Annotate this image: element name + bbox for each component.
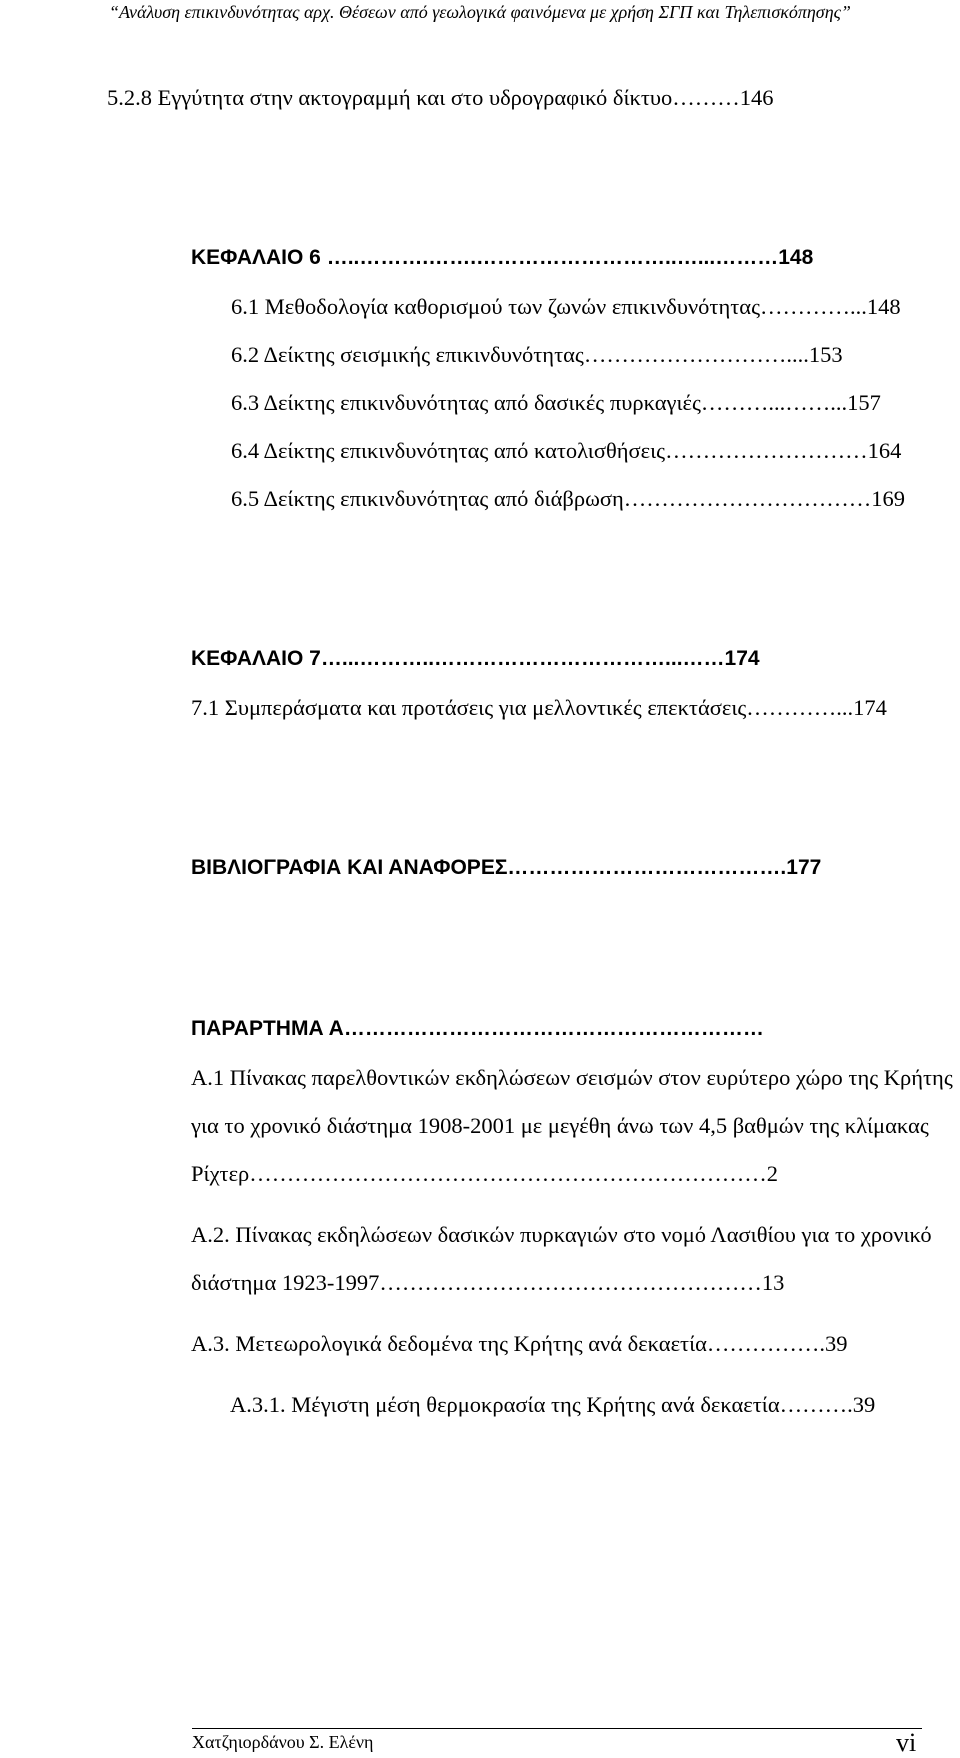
toc-entry-a2-line1[interactable]: Α.2. Πίνακας εκδηλώσεων δασικών πυρκαγιών στο νομό Λασιθίου για το χρονικό [191,1222,932,1247]
toc-entry-a1-line1[interactable]: Α.1 Πίνακας παρελθοντικών εκδηλώσεων σεισμών στον ευρύτερο χώρο της Κρήτης [191,1065,953,1090]
toc-entry-6-2[interactable]: 6.2 Δείκτης σεισμικής επικινδυνότητας………………………....153 [231,342,843,367]
toc-bibliography[interactable]: ΒΙΒΛΙΟΓΡΑΦΙΑ ΚΑΙ ΑΝΑΦΟΡΕΣ………………………………….177 [191,856,822,879]
running-header: “Ανάλυση επικινδυνότητας αρχ. Θέσεων από γεωλογικά φαινόμενα με χρήση ΣΓΠ και Τηλεπισκόπησης” [109,2,851,22]
toc-entry-a3[interactable]: Α.3. Μετεωρολογικά δεδομένα της Κρήτης ανά δεκαετία…………….39 [191,1331,848,1356]
toc-chapter-7[interactable]: ΚΕΦΑΛΑΙΟ 7…...………..……………………………...……174 [191,647,760,670]
toc-entry-6-3[interactable]: 6.3 Δείκτης επικινδυνότητας από δασικές πυρκαγιές………...……...157 [231,390,881,415]
toc-entry-6-1[interactable]: 6.1 Μεθοδολογία καθορισμού των ζωνών επικινδυνότητας…………...148 [231,294,901,319]
toc-chapter-6[interactable]: ΚΕΦΑΛΑΙΟ 6 …..……….…….………………………..…...………148 [191,246,814,269]
toc-entry-6-5[interactable]: 6.5 Δείκτης επικινδυνότητας από διάβρωση……………………………169 [231,486,906,511]
page-number: vi [896,1728,917,1757]
toc-entry-a1-line3: Ρίχτερ……………………………………………………………2 [191,1161,779,1186]
toc-entry-6-4[interactable]: 6.4 Δείκτης επικινδυνότητας από κατολισθήσεις………………………164 [231,438,902,463]
toc-entry-a2-line2: διάστημα 1923-1997……………………………………………13 [191,1270,785,1295]
toc-entry-a3-1[interactable]: Α.3.1. Μέγιστη μέση θερμοκρασία της Κρήτης ανά δεκαετία……….39 [230,1392,876,1417]
toc-entry-5-2-8[interactable]: 5.2.8 Εγγύτητα στην ακτογραμμή και στο υδρογραφικό δίκτυο………146 [107,85,774,110]
footer-divider [192,1728,922,1729]
toc-entry-a1-line2: για το χρονικό διάστημα 1908-2001 με μεγέθη άνω των 4,5 βαθμών της κλίμακας [191,1113,929,1138]
toc-entry-7-1[interactable]: 7.1 Συμπεράσματα και προτάσεις για μελλοντικές επεκτάσεις…………...174 [191,695,887,720]
toc-appendix-a[interactable]: ΠΑΡΑΡΤΗΜΑ Α…………………………………………………… [191,1017,764,1040]
footer-author: Χατζηιορδάνου Σ. Ελένη [192,1732,374,1752]
